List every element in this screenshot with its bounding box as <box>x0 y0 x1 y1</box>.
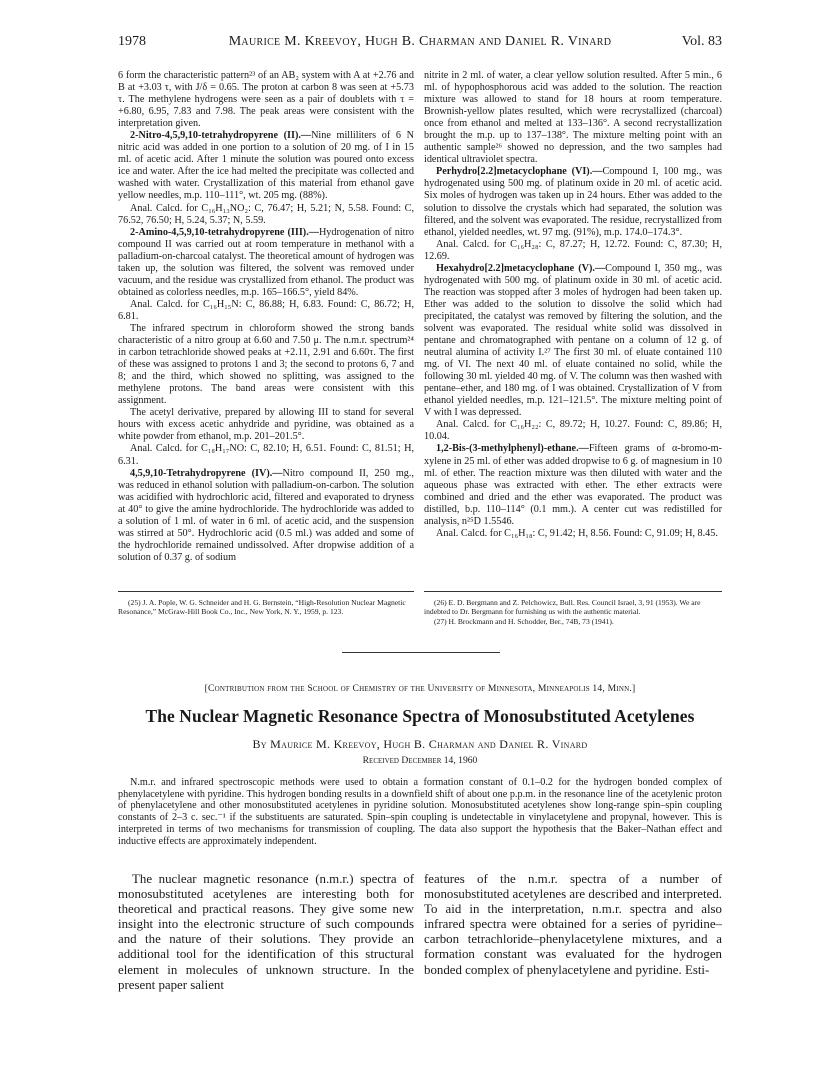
footnotes-right <box>424 591 722 626</box>
paragraph <box>118 299 414 323</box>
paragraph-text: The infrared spectrum in chloroform showed the strong bands characteristic of a nitro group at 6.60 and 7.50 μ. The n.m.r. spectrum²⁴ in carbon tetrachloride showed peaks at +2.11, 2.91 and 6.60τ. The first of these was assigned to protons 1 and 3; the second to protons 6, 7 and 8; and the third, which showed no splitting, was assigned to the methylene protons. The band areas were consistent with this assignment. <box>118 322 414 407</box>
paragraph-text: Anal. Calcd. for C₁₆H₁₃NO₂: C, 76.47; H, 5.21; N, 5.58. Found: C, 76.52, 76.50; H, 5.24, 5.37; N, 5.59. <box>118 202 414 226</box>
paragraph-text: Compound I, 350 mg., was hydrogenated with 500 mg. of platinum oxide in 30 ml. of acetic acid. The reaction was stopped after 3 moles of hydrogen had been taken up. Ether was added to the solution to dissolve the solid which had precipitated, the catalyst was removed by filtering the solution, and the solvent was evaporated. The residual white solid was dissolved in pentane and chromatographed with pentane on a column of 12 g. of neutral alumina of activity I.²⁷ The first 30 ml. of eluate contained 110 mg. of VI. The next 40 ml. of eluate contained no solid, while the following 30 ml. yielded 40 mg. of V. The column was then washed with pentane–ether, and 180 mg. of I was obtained. Crystallization of V from ethanol yielded needles, m.p. 121–121.5°. The mixture melting point of V with I was depressed. <box>424 262 722 419</box>
right-column-experimental <box>424 70 722 540</box>
paragraph-heading: 4,5,9,10-Tetrahydropyrene (IV).— <box>130 467 283 479</box>
paragraph-heading: 2-Nitro-4,5,9,10-tetrahydropyrene (II).— <box>130 130 312 142</box>
body-paragraph-continued: features of the n.m.r. spectra of a number of monosubstituted acetylenes are described and interpreted. To aid in the interpretation, n.m.r. spectra and also infrared spectra were obtained for a series of pyridine–carbon tetrachloride–phenylacetylene mixtures, and a formation constant was evaluated for the hydrogen bonded complex of phenylacetylene and pyridine. Esti- <box>424 872 722 977</box>
paragraph-text: Anal. Calcd. for C₁₆H₁₈: C, 91.42; H, 8.56. Found: C, 91.09; H, 8.45. <box>436 527 718 539</box>
paragraph-text: 6 form the characteristic pattern²³ of an AB₂ system with A at +2.76 and B at +3.03 τ, with J/δ = 0.65. The proton at carbon 8 was seen at +5.73 τ. The methylene hydrogens were seen as a pair of doublets with τ = +6.80, 6.95, 7.83 and 7.98. The peak areas were consistent with the interpretation given. <box>118 70 414 130</box>
paragraph-text: Fifteen grams of α-bromo-m-xylene in 25 ml. of ether was added dropwise to 6 g. of magnesium in 10 ml. of ether. The reaction mixture was then diluted with water and the aqueous phase was extracted with ether. The ether extracts were combined and dried and the ether was evaporated. The product was distilled, b.p. 110–114° (0.1 mm.). A center cut was redistilled for analysis, n²⁵D 1.5546. <box>424 443 722 527</box>
paragraph <box>424 443 722 527</box>
paragraph-text: nitrite in 2 ml. of water, a clear yellow solution resulted. After 5 min., 6 ml. of hypophosphorous acid was added to the solution. The reaction mixture was allowed to stand for 18 hours at room temperature. Brownish-yellow plates resulted, which were recrystallized (charcoal) once from ethanol and melted at 133–136°. A second recrystallization brought the m.p. up to 137–138°. The mixture melting point with an authentic sample²⁶ showed no depression, and the two samples had identical ultraviolet spectra. <box>424 70 722 166</box>
paragraph-text: Anal. Calcd. for C₁₆H₂₂: C, 89.72; H, 10.27. Found: C, 89.86; H, 10.04. <box>424 419 722 443</box>
paragraph <box>118 443 414 467</box>
article-title: The Nuclear Magnetic Resonance Spectra of Monosubstituted Acetylenes <box>145 706 695 726</box>
paragraph <box>118 70 414 130</box>
paragraph <box>118 323 414 407</box>
paragraph-heading: Perhydro[2.2]metacyclophane (VI).— <box>436 166 603 178</box>
abstract <box>118 777 722 847</box>
paragraph-text: Anal. Calcd. for C₁₆H₁₅N: C, 86.88; H, 6.83. Found: C, 86.72; H, 6.81. <box>118 298 414 322</box>
body-right-column <box>424 872 722 978</box>
footnote: (25) J. A. Pople, W. G. Schneider and H. G. Bernstein, “High-Resolution Nuclear Magnetic Resonance,” McGraw-Hill Book Co., Inc., New York, N. Y., 1959, p. 123. <box>118 598 406 617</box>
abstract-text: N.m.r. and infrared spectroscopic methods were used to obtain a formation constant of 0.1–0.2 for the hydrogen bonded complex of phenylacetylene with pyridine. This hydrogen bonding results in a downfield shift of about one p.p.m. in the resonance line of the acetylenic proton of phenylacetylene and other monosubstituted acetylenes in pyridine solution. Monosubstituted acetylenes show long-range spin–spin coupling constants of 2–3 c. sec.⁻¹ if the substituents are saturated. Spin–spin coupling is undetectable in vinylacetylene and propynal, however. This is interpreted in terms of two mechanisms for transmission of coupling. The data also support the hypothesis that the Baker–Nathan effect and inductive effects are approximately independent. <box>118 777 722 847</box>
paragraph <box>118 227 414 299</box>
footnote: (27) H. Brockmann and H. Schodder, Ber., 74B, 73 (1941). <box>434 616 614 626</box>
contribution-line: [Contribution from the School of Chemistry of the University of Minnesota, Minneapolis 14, Minn.] <box>204 683 636 694</box>
paragraph-heading: Hexahydro[2.2]metacyclophane (V).— <box>436 262 606 274</box>
paragraph-text: The acetyl derivative, prepared by allowing III to stand for several hours with excess acetic anhydride and pyridine, was obtained as a white powder from ethanol, m.p. 201–201.5°. <box>118 407 414 443</box>
paragraph <box>424 263 722 420</box>
paragraph <box>118 203 414 227</box>
running-title: Maurice M. Kreevoy, Hugh B. Charman and Daniel R. Vinard <box>228 34 612 49</box>
footnote: (26) E. D. Bergmann and Z. Pelchowicz, Bull. Res. Council Israel, 3, 91 (1953). We are indebted to Dr. Bergmann for furnishing us with the authentic material. <box>424 598 701 617</box>
paragraph <box>424 166 722 238</box>
paragraph <box>424 70 722 166</box>
paragraph-text: Anal. Calcd. for C₁₆H₂₈: C, 87.27; H, 12.72. Found: C, 87.30; H, 12.69. <box>424 238 722 262</box>
page-number: 1978 <box>118 34 146 49</box>
article-authors: By Maurice M. Kreevoy, Hugh B. Charman and Daniel R. Vinard <box>252 737 588 751</box>
received-date: Received December 14, 1960 <box>362 755 478 766</box>
paragraph-text: Anal. Calcd. for C₁₈H₁₇NO: C, 82.10; H, 6.51. Found: C, 81.51; H, 6.31. <box>118 443 414 467</box>
section-divider <box>342 652 500 653</box>
paragraph-text: Hydrogenation of nitro compound II was carried out at room temperature in methanol with a palladium-on-charcoal catalyst. The theoretical amount of hydrogen was taken up, the solution was filtered, the solvent was removed under vacuum, and the residue was crystallized from ethanol. The product was obtained as colorless needles, m.p. 165–166.5°, yield 84%. <box>118 226 415 298</box>
paragraph-text: Nitro compound II, 250 mg., was reduced in ethanol solution with palladium-on-carbon. The solution was acidified with hydrochloric acid, filtered and evaporated to dryness at 40° to give the amine hydrochloride. The hydrochloride was added to a solution of 1 ml. of water in 6 ml. of acetic acid, and the suspension was stirred at 50°. Hydrochloric acid (0.5 ml.) was added and some of the hydrochloride remained undissolved. After dropwise addition of a solution of 0.37 g. of sodium <box>118 467 414 563</box>
page-header <box>118 34 722 54</box>
footnotes-left <box>118 591 414 617</box>
paragraph <box>118 468 414 564</box>
paragraph <box>424 419 722 443</box>
paragraph-text: Compound I, 100 mg., was hydrogenated using 500 mg. of platinum oxide in 20 ml. of acetic acid. Six moles of hydrogen was taken up in 24 hours. Ether was added to the solution to dissolve the crystals which had separated, the solution was filtered, and the solvent was evaporated. The residue, recrystallized from ethanol, yielded needles, wt. 97 mg. (91%), m.p. 174.0–174.3°. <box>424 166 722 238</box>
paragraph-heading: 1,2-Bis-(3-methylphenyl)-ethane.— <box>436 443 589 455</box>
volume-label: Vol. 83 <box>681 34 722 49</box>
paragraph-heading: 2-Amino-4,5,9,10-tetrahydropyrene (III).— <box>130 226 319 238</box>
body-paragraph: The nuclear magnetic resonance (n.m.r.) spectra of monosubstituted acetylenes are interesting both for theoretical and practical reasons. They give some new insight into the electronic structure of such compounds and the nature of their solutions. They provide an additional tool for the identification of this structural element in molecules of unknown structure. In the present paper salient <box>118 872 414 992</box>
paragraph <box>424 239 722 263</box>
paragraph-text: Nine milliliters of 6 N nitric acid was added in one portion to a solution of 20 mg. of I in 15 ml. of acetic acid. After 1 minute the solution was poured onto excess ice and water. After the ice had melted the precipitate was collected and washed with water. Crystallization of this material from ethanol gave yellow needles, m.p. 110–111°, wt. 205 mg. (88%). <box>118 130 414 202</box>
paragraph <box>118 407 414 443</box>
body-left-column <box>118 872 414 993</box>
paragraph <box>424 528 722 540</box>
left-column-experimental <box>118 70 414 564</box>
paragraph <box>118 130 414 202</box>
